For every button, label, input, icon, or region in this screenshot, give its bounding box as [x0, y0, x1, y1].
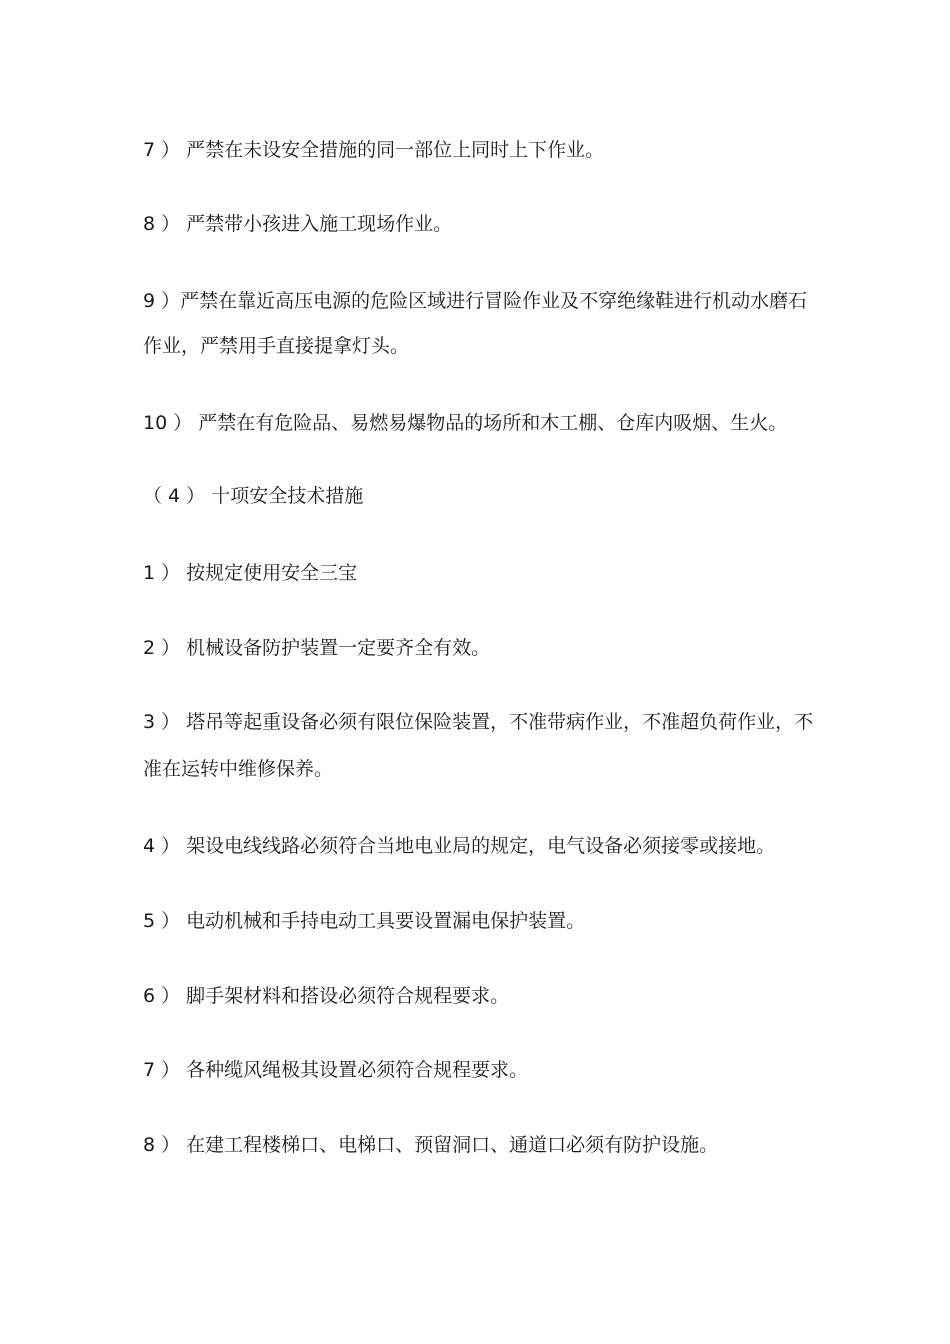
text-line-ban-8: 8 ） 严禁带小孩进入施工现场作业。	[143, 213, 453, 235]
text-line-ban-7: 7 ） 严禁在未设安全措施的同一部位上同时上下作业。	[143, 139, 605, 161]
text-line-measure-8: 8 ） 在建工程楼梯口、电梯口、预留洞口、通道口必须有防护设施。	[143, 1134, 719, 1156]
text-line-measure-4: 4 ） 架设电线线路必须符合当地电业局的规定，电气设备必须接零或接地。	[143, 835, 776, 857]
text-line-measure-1: 1 ） 按规定使用安全三宝	[143, 562, 358, 584]
text-line-measure-6: 6 ） 脚手架材料和搭设必须符合规程要求。	[143, 985, 510, 1007]
text-line-ban-10: 10 ） 严禁在有危险品、易燃易爆物品的场所和木工棚、仓库内吸烟、生火。	[143, 412, 788, 434]
text-line-measure-3: 3 ） 塔吊等起重设备必须有限位保险装置，不准带病作业，不准超负荷作业，不	[143, 711, 814, 733]
text-line-measure-7: 7 ） 各种缆风绳极其设置必须符合规程要求。	[143, 1059, 529, 1081]
text-line-ban-9-cont: 作业，严禁用手直接提拿灯头。	[143, 335, 410, 357]
text-line-measure-3-cont: 准在运转中维修保养。	[143, 758, 334, 780]
text-line-ban-9: 9 ）严禁在靠近高压电源的危险区域进行冒险作业及不穿绝缘鞋进行机动水磨石	[143, 290, 808, 312]
text-line-measure-5: 5 ） 电动机械和手持电动工具要设置漏电保护装置。	[143, 910, 586, 932]
text-line-measure-2: 2 ） 机械设备防护装置一定要齐全有效。	[143, 637, 491, 659]
section-heading: （ 4 ） 十项安全技术措施	[143, 485, 364, 507]
